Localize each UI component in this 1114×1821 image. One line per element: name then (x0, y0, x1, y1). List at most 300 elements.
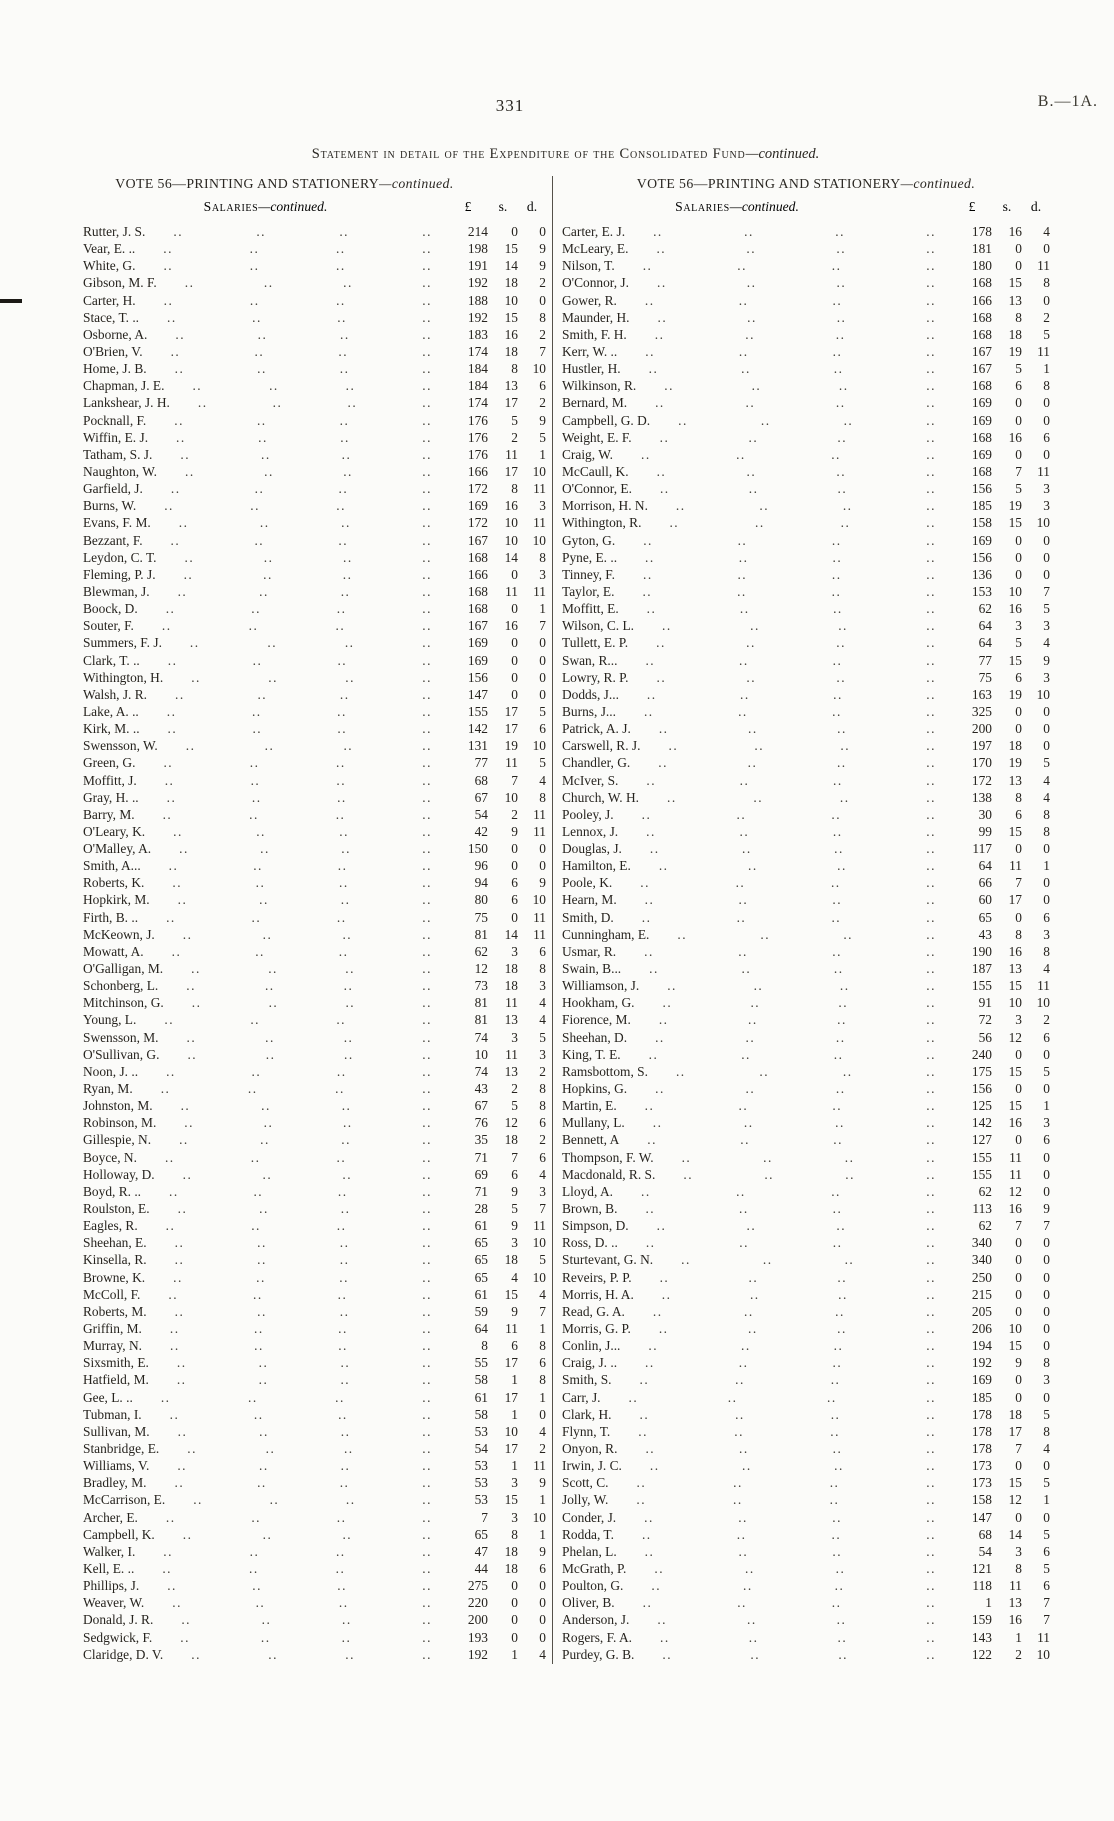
leader-dots: .. .. .. .. (164, 1149, 432, 1165)
entry-name: Moffitt, J. (83, 772, 137, 788)
entry-name: Stanbridge, E. (83, 1440, 160, 1456)
amount-pounds: 175 (971, 1063, 992, 1079)
table-row (83, 224, 546, 241)
leader-dots: .. .. .. .. (678, 412, 936, 428)
amount-pounds: 167 (971, 343, 992, 359)
amount-pounds: 275 (467, 1578, 488, 1594)
amount-shillings: 16 (504, 498, 518, 514)
amount-pounds: 91 (978, 995, 992, 1011)
amount (448, 1098, 546, 1114)
entry-name: Scott, C. (562, 1475, 609, 1491)
entry-name: Clark, T. .. (83, 652, 140, 668)
entry-name: Eagles, R. (83, 1218, 138, 1234)
amount-shillings: 1 (511, 1458, 518, 1474)
leader-dots: .. .. .. .. (183, 566, 432, 582)
amount-shillings: 13 (1008, 292, 1022, 308)
table-row (83, 584, 546, 601)
amount-pounds: 192 (467, 309, 488, 325)
entry-name: Robinson, M. (83, 1115, 157, 1131)
amount-pence: 0 (1043, 721, 1050, 737)
amount-shillings: 5 (511, 1201, 518, 1217)
amount-shillings: 0 (1015, 412, 1022, 428)
amount (448, 1201, 546, 1217)
amount-pounds: 7 (481, 1509, 488, 1525)
amount-shillings: 15 (1008, 978, 1022, 994)
amount-shillings: 0 (1015, 1269, 1022, 1285)
table-row (83, 858, 546, 875)
table-row (562, 1098, 1050, 1115)
leader-dots: .. .. .. .. (667, 978, 936, 994)
entry-name: Brown, B. (562, 1201, 618, 1217)
amount (952, 601, 1050, 617)
amount-shillings: 17 (504, 463, 518, 479)
amount (448, 1595, 546, 1611)
leader-dots: .. .. .. .. (170, 343, 432, 359)
leader-dots: .. .. .. .. (167, 652, 432, 668)
amount-shillings: 10 (504, 292, 518, 308)
entry-name: McColl, F. (83, 1286, 141, 1302)
table-row (83, 875, 546, 892)
amount-pounds: 169 (971, 395, 992, 411)
amount-shillings: 0 (1015, 703, 1022, 719)
amount (448, 1561, 546, 1577)
amount-pounds: 167 (467, 618, 488, 634)
amount-shillings: 0 (511, 669, 518, 685)
entry-name: Tullett, E. P. (562, 635, 629, 651)
amount-pence: 2 (539, 1132, 546, 1148)
amount-pounds: 185 (971, 498, 992, 514)
entry-name: Poole, K. (562, 875, 613, 891)
amount-pounds: 168 (467, 601, 488, 617)
leader-dots: .. .. .. .. (683, 1166, 936, 1182)
entry-name: Sheehan, D. (562, 1029, 628, 1045)
entry-name: McCarrison, E. (83, 1492, 166, 1508)
amount-pence: 0 (539, 1406, 546, 1422)
amount-shillings: 1 (511, 1646, 518, 1662)
entry-name: Carswell, R. J. (562, 738, 641, 754)
amount-pounds: 198 (467, 241, 488, 257)
table-row (83, 395, 546, 412)
entry-name: Church, W. H. (562, 789, 639, 805)
leader-dots: .. .. .. .. (179, 841, 432, 857)
leader-dots: .. .. .. .. (178, 515, 432, 531)
amount-pounds: 174 (467, 395, 488, 411)
amount-shillings: 3 (511, 943, 518, 959)
table-row (562, 275, 1050, 292)
amount (448, 498, 546, 514)
amount-pounds: 168 (467, 583, 488, 599)
amount-pounds: 53 (474, 1492, 488, 1508)
amount-pence: 6 (539, 1149, 546, 1165)
amount-pounds: 68 (978, 1526, 992, 1542)
leader-dots: .. .. .. .. (165, 1218, 432, 1234)
amount (952, 361, 1050, 377)
amount-pence: 8 (1043, 1423, 1050, 1439)
amount-pence: 8 (1043, 823, 1050, 839)
amount-pence: 1 (539, 1321, 546, 1336)
amount-shillings: 11 (505, 583, 518, 599)
leader-dots: .. .. .. .. (641, 1526, 936, 1542)
leader-dots: .. .. .. .. (646, 772, 936, 788)
table-row (562, 1150, 1050, 1167)
amount (952, 498, 1050, 514)
table-row (83, 1630, 546, 1647)
table-row (562, 635, 1050, 652)
amount-pounds: 35 (474, 1132, 488, 1148)
leader-dots: .. .. .. .. (657, 1612, 936, 1628)
table-row (83, 1441, 546, 1458)
leader-dots: .. .. .. .. (638, 1423, 936, 1439)
amount (448, 550, 546, 566)
leader-dots: .. .. .. .. (658, 1012, 936, 1028)
amount (448, 533, 546, 549)
amount-pence: 8 (1043, 275, 1050, 291)
amount (952, 310, 1050, 326)
table-row (83, 1098, 546, 1115)
amount-pence: 5 (539, 1252, 546, 1268)
table-row (562, 961, 1050, 978)
table-row (83, 1612, 546, 1629)
amount-pounds: 158 (971, 515, 992, 531)
amount-shillings: 13 (504, 1012, 518, 1028)
amount-shillings: 11 (505, 446, 518, 462)
amount-shillings: 18 (1008, 326, 1022, 342)
amount-pence: 11 (533, 806, 546, 822)
amount (448, 824, 546, 840)
vote-heading-left-continued: —continued. (379, 176, 454, 191)
entry-name: Martin, E. (562, 1098, 617, 1114)
section-label-left-continued: —continued. (258, 199, 328, 214)
amount-pounds: 156 (971, 1081, 992, 1097)
amount-shillings: 1 (511, 1372, 518, 1388)
amount (448, 395, 546, 411)
entry-name: Smith, F. H. (562, 326, 627, 342)
amount-pence: 3 (1043, 1372, 1050, 1388)
amount-shillings: 16 (504, 326, 518, 342)
vote-heading-right-continued: —continued. (900, 176, 976, 191)
amount-shillings: 8 (1015, 926, 1022, 942)
amount-shillings: 7 (1015, 1440, 1022, 1456)
amount (952, 704, 1050, 720)
amount (448, 653, 546, 669)
entry-name: Flynn, T. (562, 1423, 611, 1439)
leader-dots: .. .. .. .. (675, 498, 936, 514)
table-row (562, 618, 1050, 635)
entry-name: Purdey, G. B. (562, 1646, 635, 1662)
table-row (562, 1012, 1050, 1029)
amount (952, 1441, 1050, 1457)
table-row (83, 310, 546, 327)
amount-pounds: 192 (467, 275, 488, 291)
amount-pounds: 69 (474, 1166, 488, 1182)
amount-pounds: 155 (971, 1166, 992, 1182)
amount (448, 1252, 546, 1268)
entry-name: Bradley, M. (83, 1475, 147, 1491)
amount-pence: 9 (1043, 652, 1050, 668)
table-row (562, 670, 1050, 687)
amount-pounds: 183 (467, 326, 488, 342)
amount-pence: 7 (539, 343, 546, 359)
leader-dots: .. .. .. .. (643, 703, 936, 719)
amount-pence: 0 (1043, 875, 1050, 891)
amount (448, 1287, 546, 1303)
amount-pounds: 64 (978, 635, 992, 651)
amount-pence: 0 (1043, 549, 1050, 565)
entry-name: Donald, J. R. (83, 1612, 154, 1628)
leader-dots: .. .. .. .. (659, 1269, 936, 1285)
table-row (562, 978, 1050, 995)
amount-pounds: 170 (971, 755, 992, 771)
amount-pence: 2 (539, 1440, 546, 1456)
leader-dots: .. .. .. .. (185, 463, 432, 479)
amount-pence: 2 (539, 395, 546, 411)
table-row (562, 995, 1050, 1012)
amount (448, 704, 546, 720)
leader-dots: .. .. .. .. (664, 378, 936, 394)
entry-name: Home, J. B. (83, 361, 147, 377)
leader-dots: .. .. .. .. (186, 978, 432, 994)
leader-dots: .. .. .. .. (175, 686, 432, 702)
amount-pounds: 122 (971, 1646, 992, 1662)
amount (448, 481, 546, 497)
amount-pence: 8 (539, 549, 546, 565)
amount (952, 738, 1050, 754)
table-row (83, 790, 546, 807)
statement-title (83, 146, 1048, 163)
amount (448, 1150, 546, 1166)
table-row (562, 1081, 1050, 1098)
entry-name: Reveirs, P. P. (562, 1269, 632, 1285)
section-label-right-text: Salaries (675, 199, 730, 214)
entry-name: Green, G. (83, 755, 136, 771)
entry-name: Rogers, F. A. (562, 1629, 632, 1645)
amount-shillings: 16 (1008, 1115, 1022, 1131)
amount-pounds: 178 (971, 1423, 992, 1439)
entry-name: Stace, T. .. (83, 309, 140, 325)
table-row (562, 447, 1050, 464)
table-row (562, 464, 1050, 481)
amount-pence: 6 (1043, 1132, 1050, 1148)
leader-dots: .. .. .. .. (658, 858, 936, 874)
amount-pounds: 168 (971, 275, 992, 291)
amount-pounds: 71 (474, 1183, 488, 1199)
leader-dots: .. .. .. .. (192, 378, 432, 394)
leader-dots: .. .. .. .. (173, 224, 432, 239)
entry-name: Sullivan, M. (83, 1423, 150, 1439)
amount-pence: 3 (539, 1046, 546, 1062)
entry-name: Weight, E. F. (562, 429, 632, 445)
amount-pounds: 131 (467, 738, 488, 754)
amount-pounds: 60 (978, 892, 992, 908)
amount (952, 687, 1050, 703)
leader-dots: .. .. .. .. (649, 961, 936, 977)
leader-dots: .. .. .. .. (661, 1286, 936, 1302)
amount-shillings: 0 (1015, 446, 1022, 462)
amount-pence: 3 (1043, 669, 1050, 685)
amount-pounds: 200 (971, 721, 992, 737)
leader-dots: .. .. .. .. (163, 292, 432, 308)
entry-name: Murray, N. (83, 1338, 143, 1354)
leader-dots: .. .. .. .. (646, 823, 936, 839)
amount (952, 635, 1050, 651)
entry-name: Pocknall, F. (83, 412, 147, 428)
entry-name: Usmar, R. (562, 943, 617, 959)
amount-pounds: 150 (467, 841, 488, 857)
amount (448, 738, 546, 754)
amount-pence: 6 (539, 721, 546, 737)
entry-name: Browne, K. (83, 1269, 146, 1285)
amount-pounds: 147 (467, 686, 488, 702)
amount-pounds: 168 (467, 549, 488, 565)
table-row (83, 1030, 546, 1047)
amount (448, 1527, 546, 1543)
amount-pence: 6 (539, 1355, 546, 1371)
amount (952, 721, 1050, 737)
amount-shillings: 0 (1015, 1389, 1022, 1405)
leader-dots: .. .. .. .. (648, 361, 936, 377)
entry-name: O'Connor, J. (562, 275, 629, 291)
amount-pounds: 8 (481, 1338, 488, 1354)
amount-shillings: 18 (1008, 1406, 1022, 1422)
amount-shillings: 3 (511, 1235, 518, 1251)
amount-shillings: 11 (505, 995, 518, 1011)
table-row (562, 1407, 1050, 1424)
amount-pounds: 81 (474, 995, 488, 1011)
amount-pounds: 180 (971, 258, 992, 274)
amount-shillings: 15 (1008, 275, 1022, 291)
table-row (83, 704, 546, 721)
amount (952, 892, 1050, 908)
amount-pence: 0 (1043, 1235, 1050, 1251)
amount-pence: 0 (1043, 1269, 1050, 1285)
leader-dots: .. .. .. .. (651, 1578, 936, 1594)
amount-pounds: 172 (971, 772, 992, 788)
amount (952, 1081, 1050, 1097)
leader-dots: .. .. .. .. (648, 1338, 936, 1354)
amount-pounds: 169 (467, 498, 488, 514)
amount-shillings: 17 (504, 1389, 518, 1405)
table-row (562, 944, 1050, 961)
amount-shillings: 14 (504, 549, 518, 565)
amount-shillings: 0 (1015, 532, 1022, 548)
entry-name: Boock, D. (83, 601, 138, 617)
amount-pence: 6 (539, 378, 546, 394)
amount-shillings: 0 (1015, 241, 1022, 257)
leader-dots: .. .. .. .. (174, 361, 432, 377)
amount-pounds: 125 (971, 1098, 992, 1114)
amount-pounds: 166 (971, 292, 992, 308)
amount (952, 1321, 1050, 1337)
amount-shillings: 15 (1008, 1338, 1022, 1354)
amount (952, 1047, 1050, 1063)
leader-dots: .. .. .. .. (652, 1115, 936, 1131)
entry-name: Naughton, W. (83, 463, 158, 479)
amount (448, 670, 546, 686)
amount (448, 807, 546, 823)
amount-pence: 0 (539, 635, 546, 651)
table-row (83, 927, 546, 944)
amount (448, 224, 546, 240)
leader-dots: .. .. .. .. (180, 1629, 432, 1645)
leader-dots: .. .. .. .. (645, 1440, 936, 1456)
amount-shillings: 3 (1015, 1543, 1022, 1559)
entry-name: Williamson, J. (562, 978, 640, 994)
amount-shillings: 0 (511, 841, 518, 857)
leader-dots: .. .. .. .. (167, 1578, 432, 1594)
amount-pence: 5 (1043, 1475, 1050, 1491)
leader-dots: .. .. .. .. (169, 1321, 432, 1336)
amount-shillings: 0 (1015, 1458, 1022, 1474)
amount-pounds: 340 (971, 1235, 992, 1251)
amount-shillings: 10 (1008, 1321, 1022, 1336)
amount-pounds: 65 (474, 1269, 488, 1285)
amount-pounds: 178 (971, 1406, 992, 1422)
amount (952, 1098, 1050, 1114)
amount-pence: 0 (539, 841, 546, 857)
amount (448, 721, 546, 737)
entry-name: McKeown, J. (83, 926, 155, 942)
leader-dots: .. .. .. .. (167, 309, 432, 325)
table-row (83, 550, 546, 567)
entry-name: Smith, D. (562, 909, 614, 925)
entry-name: Ryan, M. (83, 1081, 133, 1097)
amount (952, 378, 1050, 394)
table-row (83, 258, 546, 275)
table-row (562, 395, 1050, 412)
amount-pence: 0 (1043, 1509, 1050, 1525)
amount (952, 275, 1050, 291)
leader-dots: .. .. .. .. (644, 1543, 936, 1559)
amount-pounds: 138 (971, 789, 992, 805)
amount-pence: 5 (1043, 1406, 1050, 1422)
amount (952, 1612, 1050, 1628)
amount-pounds: 166 (467, 463, 488, 479)
table-row (83, 241, 546, 258)
amount-pounds: 66 (978, 875, 992, 891)
amount-pounds: 169 (971, 1372, 992, 1388)
leader-dots: .. .. .. .. (654, 1560, 936, 1576)
amount-pence: 9 (539, 1475, 546, 1491)
amount-pence: 6 (1043, 429, 1050, 445)
leader-dots: .. .. .. .. (646, 686, 936, 702)
table-row (562, 1338, 1050, 1355)
amount-pence: 10 (532, 738, 546, 754)
amount (448, 1167, 546, 1183)
amount (448, 961, 546, 977)
table-row (83, 1475, 546, 1492)
amount-shillings: 7 (511, 772, 518, 788)
amount (952, 841, 1050, 857)
entry-name: Nilson, T. (562, 258, 615, 274)
entry-name: Gyton, G. (562, 532, 616, 548)
amount-pounds: 220 (467, 1595, 488, 1611)
amount-pounds: 184 (467, 378, 488, 394)
amount-shillings: 6 (511, 875, 518, 891)
table-row (83, 1595, 546, 1612)
amount (952, 1235, 1050, 1251)
amount-pounds: 172 (467, 481, 488, 497)
entry-name: Campbell, K. (83, 1526, 155, 1542)
amount-pence: 9 (1043, 1201, 1050, 1217)
amount-shillings: 15 (1008, 652, 1022, 668)
leader-dots: .. .. .. .. (160, 1081, 432, 1097)
entry-name: Fiorence, M. (562, 1012, 631, 1028)
amount-pounds: 215 (971, 1286, 992, 1302)
entry-name: O'Sullivan, G. (83, 1046, 160, 1062)
leader-dots: .. .. .. .. (645, 1201, 936, 1217)
entry-name: Lennox, J. (562, 823, 619, 839)
amount (448, 1510, 546, 1526)
